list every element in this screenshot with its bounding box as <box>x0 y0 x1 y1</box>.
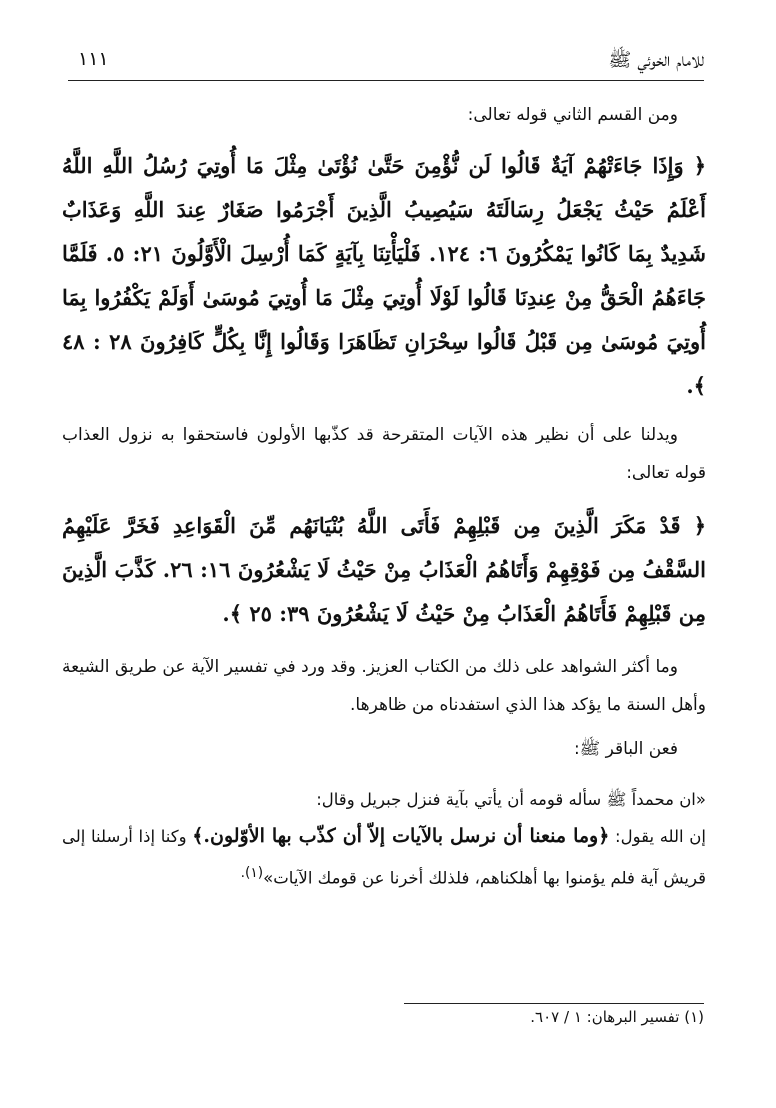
intro-paragraph: ومن القسم الثاني قوله تعالى: <box>467 105 678 125</box>
hadith-quote <box>62 782 706 897</box>
commentary-paragraph-2: وما أكثر الشواهد على ذلك من الكتاب العزيز. وقد ورد في تفسير الآية عن طريق الشيعة وأهل السنة ما يؤكد هذا الذي استفدناه من ظاهرها. <box>62 657 706 715</box>
quote-prefix: إن الله يقول: <box>615 827 707 846</box>
quote-rest: وكنا إذا أرسلنا إلى قريش آية فلم يؤمنوا بها أهلكناهم، فلذلك أخرنا عن قومك الآيات» <box>62 827 706 888</box>
narration-intro: فعن الباقر ﷺ: <box>573 739 678 759</box>
footnote-reference: (١). <box>240 865 264 881</box>
page-header <box>68 40 704 81</box>
quote-line-1: «ان محمداً ﷺ سأله قومه أن يأتي بآية فنزل جبريل وقال: <box>316 790 706 809</box>
footnote: (١) تفسير البرهان: ١ / ٦٠٧. <box>530 1008 704 1026</box>
quran-verse-block-2: ﴿ قَدْ مَكَرَ الَّذِينَ مِن قَبْلِهِمْ فَأَتَى اللَّهُ بُنْيَانَهُم مِّنَ الْقَوَاعِدِ فَخَرَّ عَلَيْهِمُ السَّقْفُ مِن فَوْقِهِمْ وَأَتَاهُمُ الْعَذَابُ مِنْ حَيْثُ لَا يَشْعُرُونَ ١٦: ٢٦. كَذَّبَ الَّذِينَ مِن قَبْلِهِمْ فَأَتَاهُمُ الْعَذَابُ مِنْ حَيْثُ لَا يَشْعُرُونَ ٣٩: ٢٥ ﴾. <box>62 513 706 626</box>
footnote-divider <box>404 1003 704 1004</box>
quran-verse-block-1: ﴿ وَإِذَا جَاءَتْهُمْ آيَةٌ قَالُوا لَن نُّؤْمِنَ حَتَّىٰ نُؤْتَىٰ مِثْلَ مَا أُوتِيَ رُسُلُ اللَّهِ اللَّهُ أَعْلَمُ حَيْثُ يَجْعَلُ رِسَالَتَهُ سَيُصِيبُ الَّذِينَ أَجْرَمُوا صَغَارٌ عِندَ اللَّهِ وَعَذَابٌ شَدِيدٌ بِمَا كَانُوا يَمْكُرُونَ ٦: ١٢٤. فَلْيَأْتِنَا بِآيَةٍ كَمَا أُرْسِلَ الْأَوَّلُونَ ٢١: ٥. فَلَمَّا جَاءَهُمُ الْحَقُّ مِنْ عِندِنَا قَالُوا لَوْلَا أُوتِيَ مِثْلَ مَا أُوتِيَ مُوسَىٰ أَوَلَمْ يَكْفُرُوا بِمَا أُوتِيَ مُوسَىٰ مِن قَبْلُ قَالُوا سِحْرَانِ تَظَاهَرَا وَقَالُوا إِنَّا بِكُلٍّ كَافِرُونَ ٢٨ : ٤٨ ﴾. <box>62 153 706 398</box>
page-number: ١١١ <box>78 48 109 70</box>
running-title: للامام الخوئي ﷺ <box>608 49 704 71</box>
commentary-paragraph-1: ويدلنا على أن نظير هذه الآيات المتقرحة قد كذّبها الأولون فاستحقوا به نزول العذاب قوله تعالى: <box>62 425 706 483</box>
quote-verse: ﴿وما منعنا أن نرسل بالآيات إلاّ أن كذّب بها الأوّلون.﴾ <box>192 825 610 847</box>
page-body <box>62 96 706 897</box>
